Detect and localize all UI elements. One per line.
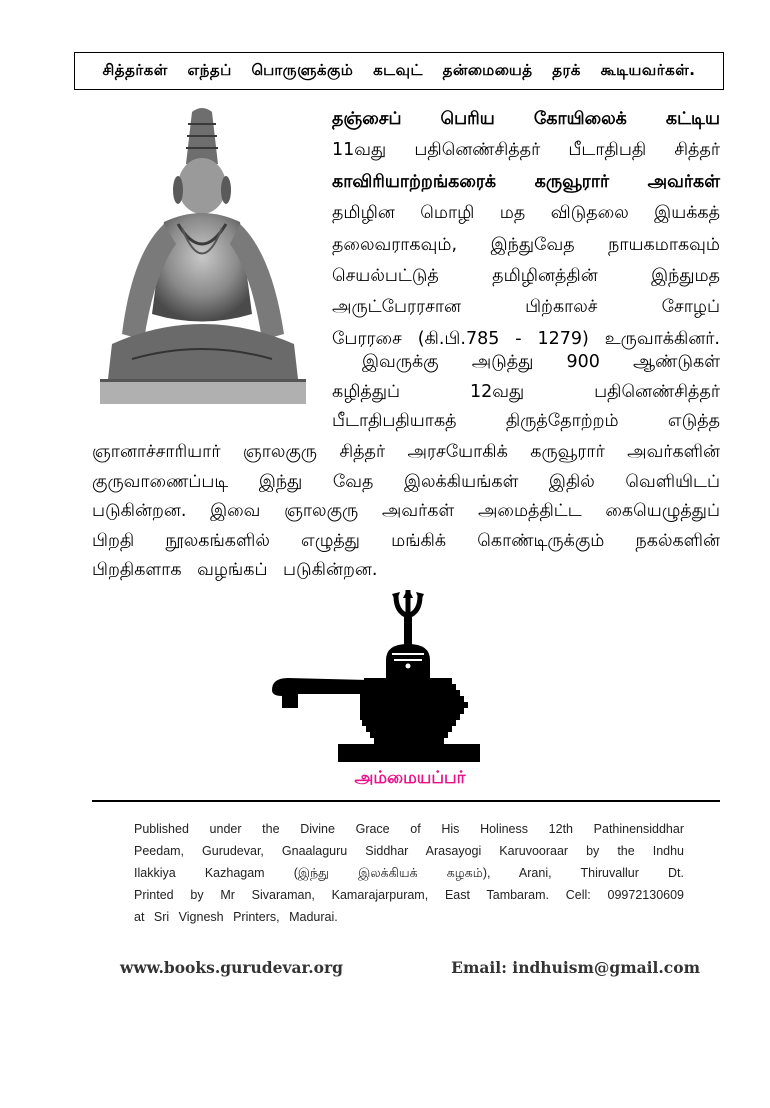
text-line: Ilakkiya Kazhagam (இந்து இலக்கியக் கழகம்), Arani, Thiruvallur Dt.: [134, 866, 684, 880]
text-line: காவிரியாற்றங்கரைக் கருவூரார் அவர்கள்: [332, 171, 720, 192]
text-line: கழித்துப் 12வது பதினெண்சித்தர்: [332, 381, 720, 402]
text-line: தமிழின மொழி மத விடுதலை இயக்கத்: [332, 203, 720, 224]
page-footer: [120, 958, 700, 977]
third-paragraph: [92, 438, 720, 586]
image-caption: அம்மையப்பர்: [354, 768, 466, 788]
text-line: பிறதிகளாக வழங்கப் படுகின்றன.: [92, 560, 378, 580]
shiva-lingam-icon: [268, 590, 488, 770]
text-line: பேரரசை (கி.பி.785 - 1279) உருவாக்கினர்.: [332, 328, 720, 349]
text-line: இவருக்கு அடுத்து 900 ஆண்டுகள்: [362, 352, 720, 372]
email-link[interactable]: Email: indhuism@gmail.com: [451, 958, 700, 977]
text-line: செயல்பட்டுத் தமிழினத்தின் இந்துமத: [332, 266, 720, 287]
page-title: சித்தர்கள் எந்தப் பொருளுக்கும் கடவுட் தன்மையைத் தரக் கூடியவர்கள்.: [74, 52, 724, 90]
text-line: தஞ்சைப் பெரிய கோயிலைக் கட்டிய: [332, 109, 720, 129]
text-line: படுகின்றன. இவை ஞாலகுரு அவர்கள் அமைத்திட்ட கையெழுத்துப்: [92, 501, 720, 521]
text-line: குருவாணைப்படி இந்து வேத இலக்கியங்கள் இதில் வெளியிடப்: [92, 471, 720, 492]
text-line: at Sri Vignesh Printers, Madurai.: [134, 910, 338, 924]
publisher-info: [134, 818, 684, 928]
text-line: 11வது பதினெண்சித்தர் பீடாதிபதி சித்தர்: [332, 140, 720, 161]
text-line: தலைவராகவும், இந்துவேத நாயகமாகவும்: [332, 234, 720, 255]
text-line: பீடாதிபதியாகத் திருத்தோற்றம் எடுத்த: [332, 411, 720, 431]
text-line: அருட்பேரரசான பிற்காலச் சோழப்: [332, 297, 720, 318]
second-paragraph: [332, 348, 720, 437]
text-line: ஞானாச்சாரியார் ஞாலகுரு சித்தர் அரசயோகிக் கருவூரார் அவர்களின்: [92, 442, 720, 462]
text-line: Peedam, Gurudevar, Gnaalaguru Siddhar Arasayogi Karuvooraar by the Indhu: [134, 844, 684, 858]
website-link[interactable]: www.books.gurudevar.org: [120, 958, 344, 977]
text-line: Printed by Mr Sivaraman, Kamarajarpuram, East Tambaram. Cell: 09972130609: [134, 888, 684, 902]
text-line: Published under the Divine Grace of His Holiness 12th Pathinensiddhar: [134, 822, 684, 836]
intro-paragraph: [332, 104, 720, 355]
siddhar-statue-image: [92, 104, 314, 406]
divider: [92, 800, 720, 802]
text-line: பிறதி நூலகங்களில் எழுத்து மங்கிக் கொண்டிருக்கும் நகல்களின்: [92, 530, 720, 551]
